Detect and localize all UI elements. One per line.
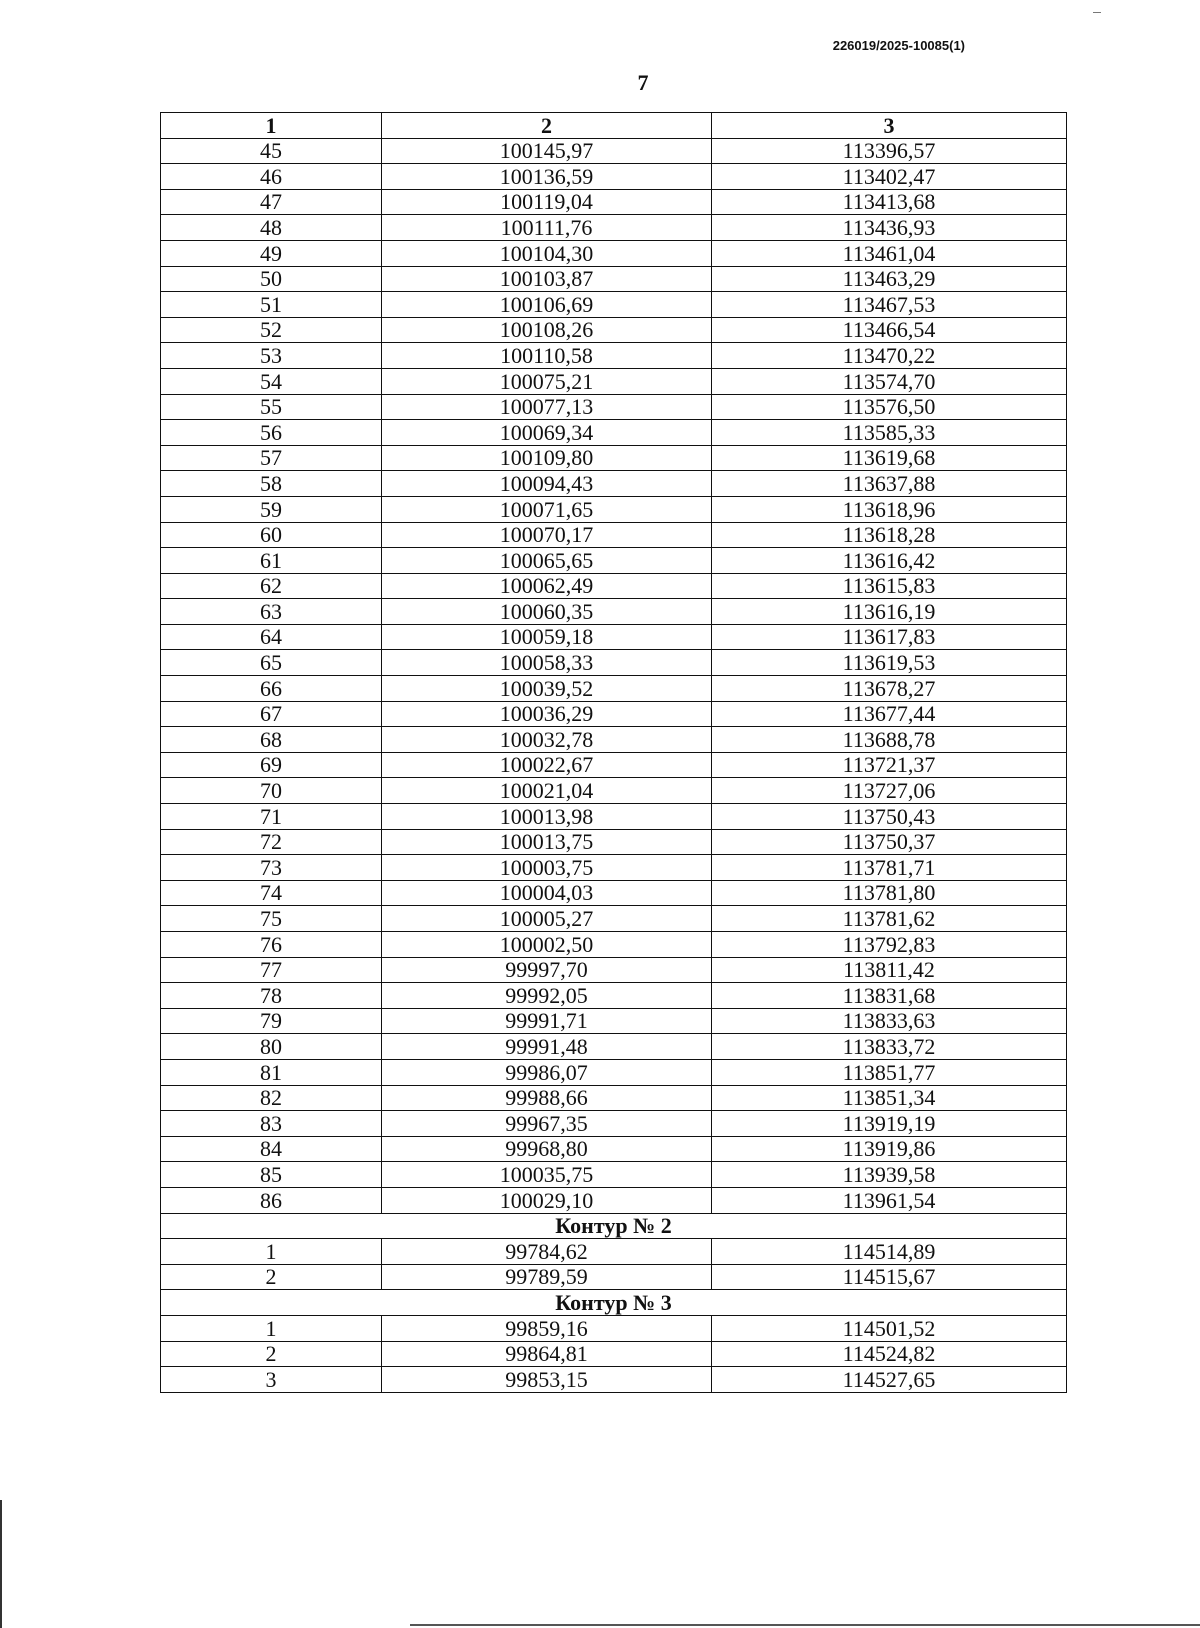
table-cell-col3: 114501,52	[712, 1315, 1067, 1341]
table-cell-col3: 113618,96	[712, 496, 1067, 522]
table-row	[161, 548, 1067, 574]
table-cell-col2: 100059,18	[382, 624, 712, 650]
table-cell-col2: 99859,16	[382, 1315, 712, 1341]
table-cell-col3: 113470,22	[712, 343, 1067, 369]
table-cell-col1: 1	[161, 1315, 382, 1341]
table-cell-col2: 99853,15	[382, 1367, 712, 1393]
table-cell-col3: 113688,78	[712, 727, 1067, 753]
table-cell-col1: 47	[161, 189, 382, 215]
table-cell-col2: 100060,35	[382, 599, 712, 625]
table-cell-col1: 50	[161, 266, 382, 292]
scan-edge-line	[410, 1624, 1200, 1626]
table-cell-col3: 113616,42	[712, 548, 1067, 574]
table-cell-col3: 113750,43	[712, 804, 1067, 830]
table-cell-col1: 77	[161, 957, 382, 983]
table-row	[161, 471, 1067, 497]
table-cell-col2: 100065,65	[382, 548, 712, 574]
table-cell-col2: 100005,27	[382, 906, 712, 932]
table-cell-col2: 100032,78	[382, 727, 712, 753]
table-cell-col3: 113637,88	[712, 471, 1067, 497]
table-row	[161, 957, 1067, 983]
table-cell-col2: 100104,30	[382, 240, 712, 266]
table-row	[161, 1059, 1067, 1085]
table-cell-col3: 113919,86	[712, 1136, 1067, 1162]
table-row	[161, 445, 1067, 471]
table-cell-col2: 100071,65	[382, 496, 712, 522]
table-cell-col2: 99789,59	[382, 1264, 712, 1290]
table-cell-col2: 99864,81	[382, 1341, 712, 1367]
table-row	[161, 522, 1067, 548]
table-cell-col2: 100022,67	[382, 752, 712, 778]
table-cell-col1: 83	[161, 1111, 382, 1137]
table-cell-col3: 113781,80	[712, 880, 1067, 906]
table-cell-col2: 100070,17	[382, 522, 712, 548]
table-cell-col3: 113615,83	[712, 573, 1067, 599]
table-row	[161, 932, 1067, 958]
table-cell-col2: 100003,75	[382, 855, 712, 881]
table-cell-col1: 84	[161, 1136, 382, 1162]
table-cell-col3: 113721,37	[712, 752, 1067, 778]
table-cell-col1: 71	[161, 804, 382, 830]
table-row	[161, 266, 1067, 292]
table-cell-col3: 114524,82	[712, 1341, 1067, 1367]
table-cell-col3: 113961,54	[712, 1187, 1067, 1213]
table-cell-col2: 100021,04	[382, 778, 712, 804]
table-cell-col2: 100106,69	[382, 292, 712, 318]
table-cell-col1: 74	[161, 880, 382, 906]
table-cell-col3: 113619,53	[712, 650, 1067, 676]
table-cell-col3: 114527,65	[712, 1367, 1067, 1393]
table-row	[161, 1085, 1067, 1111]
table-cell-col3: 113851,77	[712, 1059, 1067, 1085]
table-row	[161, 164, 1067, 190]
table-cell-col3: 113833,63	[712, 1008, 1067, 1034]
table-cell-col1: 60	[161, 522, 382, 548]
table-cell-col2: 100035,75	[382, 1162, 712, 1188]
table-row	[161, 1162, 1067, 1188]
table-cell-col3: 113617,83	[712, 624, 1067, 650]
table-cell-col2: 100002,50	[382, 932, 712, 958]
table-cell-col2: 100013,98	[382, 804, 712, 830]
table-row	[161, 829, 1067, 855]
section-title: Контур № 3	[161, 1290, 1067, 1316]
table-cell-col2: 100062,49	[382, 573, 712, 599]
table-cell-col3: 113396,57	[712, 138, 1067, 164]
table-cell-col3: 113939,58	[712, 1162, 1067, 1188]
table-cell-col3: 113833,72	[712, 1034, 1067, 1060]
table-row	[161, 394, 1067, 420]
table-cell-col3: 113413,68	[712, 189, 1067, 215]
table-cell-col3: 113466,54	[712, 317, 1067, 343]
table-row	[161, 1367, 1067, 1393]
table-row	[161, 368, 1067, 394]
table-row	[161, 727, 1067, 753]
table-row	[161, 676, 1067, 702]
table-row	[161, 880, 1067, 906]
table-cell-col1: 51	[161, 292, 382, 318]
table-cell-col3: 113781,62	[712, 906, 1067, 932]
table-cell-col3: 113677,44	[712, 701, 1067, 727]
table-cell-col1: 1	[161, 1239, 382, 1265]
table-cell-col3: 113616,19	[712, 599, 1067, 625]
table-cell-col2: 100029,10	[382, 1187, 712, 1213]
table-cell-col1: 66	[161, 676, 382, 702]
table-cell-col1: 78	[161, 983, 382, 1009]
table-cell-col1: 76	[161, 932, 382, 958]
table-row	[161, 292, 1067, 318]
table-cell-col2: 100069,34	[382, 420, 712, 446]
table-cell-col2: 99988,66	[382, 1085, 712, 1111]
table-cell-col1: 57	[161, 445, 382, 471]
table-cell-col2: 100103,87	[382, 266, 712, 292]
table-cell-col3: 113619,68	[712, 445, 1067, 471]
table-cell-col1: 62	[161, 573, 382, 599]
table-cell-col2: 100145,97	[382, 138, 712, 164]
section-title: Контур № 2	[161, 1213, 1067, 1239]
table-cell-col1: 3	[161, 1367, 382, 1393]
table-cell-col3: 113831,68	[712, 983, 1067, 1009]
table-cell-col1: 48	[161, 215, 382, 241]
column-header-2: 2	[382, 113, 712, 139]
table-row	[161, 215, 1067, 241]
table-row	[161, 1034, 1067, 1060]
table-cell-col3: 113781,71	[712, 855, 1067, 881]
table-cell-col2: 99968,80	[382, 1136, 712, 1162]
table-cell-col3: 113919,19	[712, 1111, 1067, 1137]
table-row	[161, 855, 1067, 881]
document-id: 226019/2025-10085(1)	[832, 38, 965, 53]
table-cell-col2: 100013,75	[382, 829, 712, 855]
table-row	[161, 804, 1067, 830]
table-header-row	[161, 113, 1067, 139]
table-row	[161, 906, 1067, 932]
table-row	[161, 240, 1067, 266]
table-cell-col3: 113402,47	[712, 164, 1067, 190]
table-cell-col2: 100119,04	[382, 189, 712, 215]
table-row	[161, 1239, 1067, 1265]
table-cell-col2: 100058,33	[382, 650, 712, 676]
table-row	[161, 420, 1067, 446]
table-cell-col2: 100094,43	[382, 471, 712, 497]
table-cell-col3: 113750,37	[712, 829, 1067, 855]
column-header-1: 1	[161, 113, 382, 139]
table-cell-col2: 99991,48	[382, 1034, 712, 1060]
scan-edge-mark	[0, 1500, 2, 1628]
table-cell-col2: 99991,71	[382, 1008, 712, 1034]
table-row	[161, 778, 1067, 804]
table-cell-col3: 114515,67	[712, 1264, 1067, 1290]
table-cell-col2: 100109,80	[382, 445, 712, 471]
table-cell-col3: 113436,93	[712, 215, 1067, 241]
table-row	[161, 1264, 1067, 1290]
table-row	[161, 189, 1067, 215]
table-cell-col3: 113811,42	[712, 957, 1067, 983]
page-number: 7	[637, 70, 649, 95]
table-cell-col3: 113467,53	[712, 292, 1067, 318]
table-row	[161, 752, 1067, 778]
table-cell-col1: 46	[161, 164, 382, 190]
table-cell-col1: 85	[161, 1162, 382, 1188]
table-cell-col2: 100136,59	[382, 164, 712, 190]
table-cell-col1: 72	[161, 829, 382, 855]
table-row	[161, 599, 1067, 625]
table-row	[161, 1136, 1067, 1162]
table-cell-col1: 55	[161, 394, 382, 420]
table-cell-col3: 113678,27	[712, 676, 1067, 702]
table-cell-col2: 100004,03	[382, 880, 712, 906]
table-cell-col1: 73	[161, 855, 382, 881]
table-cell-col2: 100075,21	[382, 368, 712, 394]
table-cell-col1: 52	[161, 317, 382, 343]
table-cell-col3: 113851,34	[712, 1085, 1067, 1111]
table-cell-col2: 99992,05	[382, 983, 712, 1009]
table-cell-col2: 100077,13	[382, 394, 712, 420]
table-cell-col1: 49	[161, 240, 382, 266]
table-cell-col2: 100036,29	[382, 701, 712, 727]
table-cell-col1: 61	[161, 548, 382, 574]
table-cell-col1: 63	[161, 599, 382, 625]
table-cell-col3: 113618,28	[712, 522, 1067, 548]
table-cell-col1: 64	[161, 624, 382, 650]
table-cell-col1: 80	[161, 1034, 382, 1060]
coordinates-table-body	[161, 113, 1067, 1393]
table-cell-col1: 45	[161, 138, 382, 164]
table-row	[161, 573, 1067, 599]
table-row	[161, 1187, 1067, 1213]
table-cell-col3: 113727,06	[712, 778, 1067, 804]
table-cell-col3: 113463,29	[712, 266, 1067, 292]
table-cell-col1: 56	[161, 420, 382, 446]
table-cell-col1: 69	[161, 752, 382, 778]
table-cell-col1: 59	[161, 496, 382, 522]
section-header-row	[161, 1290, 1067, 1316]
table-cell-col1: 65	[161, 650, 382, 676]
table-cell-col3: 113576,50	[712, 394, 1067, 420]
table-row	[161, 650, 1067, 676]
table-cell-col1: 68	[161, 727, 382, 753]
table-cell-col1: 2	[161, 1264, 382, 1290]
table-cell-col1: 79	[161, 1008, 382, 1034]
table-cell-col2: 100108,26	[382, 317, 712, 343]
table-row	[161, 983, 1067, 1009]
table-cell-col3: 113574,70	[712, 368, 1067, 394]
table-cell-col2: 99986,07	[382, 1059, 712, 1085]
table-cell-col2: 100110,58	[382, 343, 712, 369]
table-row	[161, 1111, 1067, 1137]
table-cell-col1: 54	[161, 368, 382, 394]
section-header-row	[161, 1213, 1067, 1239]
table-row	[161, 317, 1067, 343]
coordinates-table	[160, 112, 1067, 1393]
column-header-3: 3	[712, 113, 1067, 139]
table-cell-col3: 113585,33	[712, 420, 1067, 446]
table-cell-col2: 99997,70	[382, 957, 712, 983]
table-cell-col1: 82	[161, 1085, 382, 1111]
table-row	[161, 496, 1067, 522]
table-cell-col1: 70	[161, 778, 382, 804]
table-cell-col2: 99784,62	[382, 1239, 712, 1265]
table-cell-col1: 53	[161, 343, 382, 369]
table-row	[161, 138, 1067, 164]
table-cell-col2: 100039,52	[382, 676, 712, 702]
table-row	[161, 1315, 1067, 1341]
table-cell-col2: 100111,76	[382, 215, 712, 241]
table-cell-col3: 113461,04	[712, 240, 1067, 266]
table-cell-col1: 67	[161, 701, 382, 727]
table-row	[161, 1341, 1067, 1367]
table-cell-col1: 81	[161, 1059, 382, 1085]
table-cell-col1: 2	[161, 1341, 382, 1367]
table-row	[161, 343, 1067, 369]
table-row	[161, 1008, 1067, 1034]
table-row	[161, 701, 1067, 727]
scan-artifact	[1093, 12, 1101, 13]
table-cell-col1: 86	[161, 1187, 382, 1213]
table-cell-col3: 113792,83	[712, 932, 1067, 958]
table-cell-col1: 75	[161, 906, 382, 932]
table-cell-col2: 99967,35	[382, 1111, 712, 1137]
table-cell-col1: 58	[161, 471, 382, 497]
table-row	[161, 624, 1067, 650]
table-cell-col3: 114514,89	[712, 1239, 1067, 1265]
